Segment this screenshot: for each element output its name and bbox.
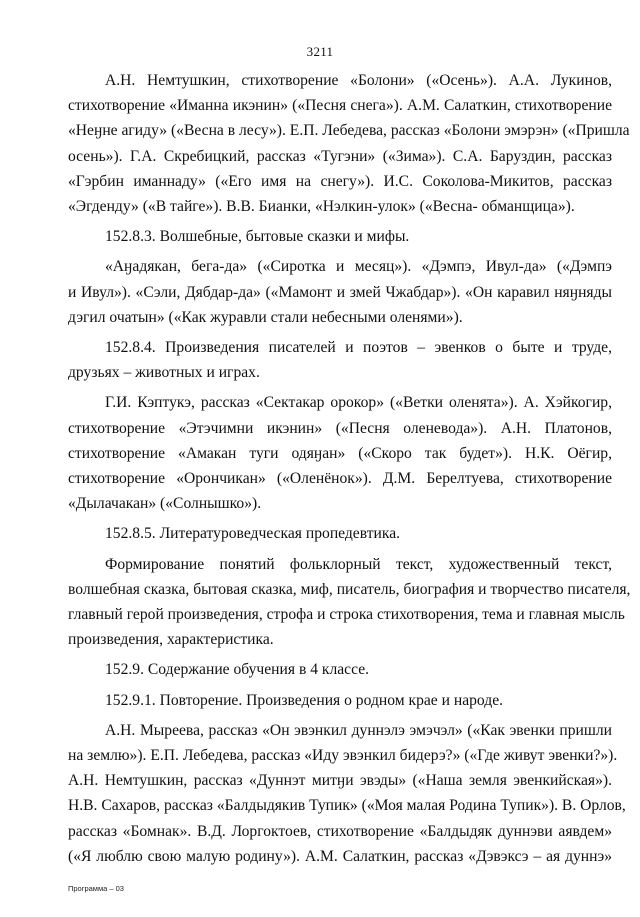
text-line: («Я люблю свою малую родину»). А.М. Салаткин, рассказ «Дэвэксэ – ая дуннэ» (68, 847, 612, 865)
text-line: Формирование понятий фольклорный текст, художественный текст, (105, 555, 612, 573)
page-content (68, 68, 631, 869)
text-line: волшебная сказка, бытовая сказка, миф, писатель, биография и творчество писателя, (68, 580, 631, 598)
text-line: стихотворение «Этэчимни икэнин» («Песня оленевода»). А.Н. Платонов, (68, 419, 612, 437)
text-line: Н.В. Сахаров, рассказ «Балдыдякив Тупик» («Моя малая Родина Тупик»). В. Орлов, (68, 797, 626, 815)
text-line: 152.9.1. Повторение. Произведения о родном крае и народе. (105, 691, 504, 709)
text-line: «Эгденду» («В тайге»). В.В. Бианки, «Нэлкин-улок» («Весна- обманщица»). (68, 198, 575, 216)
text-line: 152.8.4. Произведения писателей и поэтов – эвенков о быте и труде, (105, 339, 612, 357)
paragraph (68, 657, 612, 682)
text-line: на землю»). Е.П. Лебедева, рассказ «Иду эвэнкил бидерэ?» («Где живут эвенки?»). (68, 747, 618, 765)
paragraph (68, 521, 612, 546)
text-line: «Неӈне агиду» («Весна в лесу»). Е.П. Лебедева, рассказ «Болони эмэрэн» («Пришла (68, 122, 630, 140)
text-line: «Гэрбин иманнаду» («Его имя на снегу»). И.С. Соколова-Микитов, рассказ (68, 172, 612, 190)
text-line: 152.9. Содержание обучения в 4 классе. (105, 661, 370, 679)
text-line: 152.8.5. Литературоведческая пропедевтика. (105, 525, 401, 543)
text-line: А.Н. Мыреева, рассказ «Он эвэнкил дуннэлэ эмэчэл» («Как эвенки пришли (105, 721, 612, 739)
text-line: друзьях – животных и играх. (68, 364, 260, 382)
paragraph (68, 335, 612, 385)
footer-label: Программа – 03 (68, 884, 124, 893)
text-line: стихотворение «Иманна икэнин» («Песня снега»). А.М. Салаткин, стихотворение (68, 97, 612, 115)
text-line: главный герой произведения, строфа и строка стихотворения, тема и главная мысль (68, 606, 625, 624)
page-number: 3211 (306, 44, 334, 59)
text-line: стихотворение «Амакан туги одяӈан» («Скоро так будет»). Н.К. Оёгир, (68, 444, 612, 462)
paragraph (68, 688, 612, 713)
paragraph (68, 552, 631, 653)
text-line: дэгил очатын» («Как журавли стали небесными оленями»). (68, 308, 463, 326)
text-line: осень»). Г.А. Скребицкий, рассказ «Тугэни» («Зима»). С.А. Баруздин, рассказ (68, 147, 612, 165)
paragraph (68, 390, 612, 516)
text-line: Г.И. Кэптукэ, рассказ «Сектакар орокор» («Ветки оленята»). А. Хэйкогир, (105, 394, 612, 412)
paragraph (68, 718, 626, 869)
paragraph (68, 254, 612, 330)
text-line: и Ивул»). «Сэли, Дябдар-да» («Мамонт и змей Чжабдар»). «Он каравил няӈняды (68, 283, 612, 301)
text-line: А.Н. Немтушкин, рассказ «Дуннэт митӈи эвэды» («Наша земля эвенкийская»). (68, 772, 612, 790)
text-line: рассказ «Бомнак». В.Д. Лоргоктоев, стихотворение «Балдыдяк дуннэви аявдем» (68, 822, 612, 840)
text-line: «Дылачакан» («Солнышко»). (68, 495, 262, 513)
text-line: А.Н. Немтушкин, стихотворение «Болони» («Осень»). А.А. Лукинов, (105, 72, 612, 89)
text-line: 152.8.3. Волшебные, бытовые сказки и мифы. (105, 228, 410, 246)
paragraph (68, 224, 612, 249)
text-line: «Аӈадякан, бега-да» («Сиротка и месяц»). «Дэмпэ, Ивул-да» («Дэмпэ (105, 258, 612, 276)
text-line: произведения, характеристика. (68, 631, 274, 649)
text-line: стихотворение «Орончикан» («Оленёнок»). Д.М. Берелтуева, стихотворение (68, 470, 612, 488)
paragraph (68, 68, 630, 219)
